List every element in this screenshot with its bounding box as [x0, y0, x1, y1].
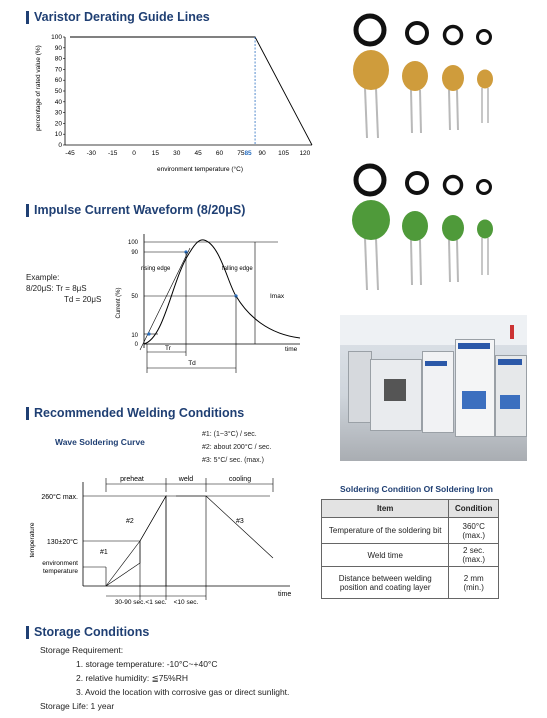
impulse-tick-100: 100	[127, 240, 138, 246]
x-tick-label: 15	[151, 150, 160, 157]
env-temp-label-1: environment	[42, 560, 78, 567]
ring-icon	[445, 27, 462, 44]
rising-edge-label: rising edge	[141, 266, 171, 272]
temp-130-label: 130±20°C	[46, 539, 78, 546]
example-tr: 8/20μS: Tr = 8μS	[26, 284, 87, 293]
impulse-waveform-curve	[144, 240, 300, 344]
cooling-label: cooling	[228, 476, 252, 483]
iron-table-title: Soldering Condition Of Soldering Iron	[340, 484, 493, 494]
segment-1-label: #1	[100, 549, 108, 556]
x-tick-label: 45	[194, 150, 202, 157]
time-transfer-label: <1 sec.	[145, 599, 167, 606]
segment-2-label: #2	[126, 518, 134, 525]
time-weld-label: <10 sec.	[173, 599, 199, 606]
ring-icon	[407, 23, 427, 43]
storage-life: Storage Life: 1 year	[40, 701, 115, 711]
x-tick-label: -30	[86, 150, 97, 157]
varistor-yellow-medium	[402, 61, 428, 133]
derating-chart	[30, 30, 330, 180]
x-tick-label: 30	[173, 150, 181, 157]
derating-85-label: 85	[244, 150, 252, 157]
table-row	[322, 544, 499, 567]
td-label: Td	[188, 360, 196, 367]
ring-icon	[356, 166, 384, 194]
rising-edge-tangent	[140, 248, 190, 350]
row-item: Distance between welding position and coating layer	[322, 567, 449, 599]
wave-soldering-title: Wave Soldering Curve	[55, 437, 145, 447]
test-equipment-photo	[340, 315, 527, 461]
table-row	[322, 567, 499, 599]
impulse-heading: Impulse Current Waveform (8/20μS)	[26, 203, 245, 217]
y-tick-label: 90	[54, 44, 62, 52]
header-condition: Condition	[449, 500, 499, 518]
derating-series-line	[70, 37, 312, 145]
tr-label: Tr	[165, 345, 171, 352]
row-condition: 2 sec. (max.)	[449, 544, 499, 567]
point-10	[147, 332, 150, 335]
y-tick-label: 40	[54, 98, 62, 106]
x-tick-label: 60	[215, 150, 224, 157]
segment-3-label: #3	[236, 518, 244, 525]
header-item: Item	[322, 500, 449, 518]
y-tick-label: 80	[54, 55, 62, 63]
preheat-label: preheat	[120, 476, 144, 483]
x-tick-label: 75	[237, 150, 245, 157]
ring-icon	[407, 173, 427, 193]
x-tick-label: 105	[278, 150, 289, 157]
y-tick-label: 10	[54, 131, 62, 139]
ring-icon	[445, 177, 462, 194]
y-tick-label: 50	[54, 88, 62, 95]
derating-xlabel: environment temperature (°C)	[156, 166, 244, 173]
storage-item-1: 1. storage temperature: -10°C~+40°C	[76, 659, 218, 669]
green-varistors-image	[345, 160, 505, 295]
impulse-tick-90: 90	[131, 250, 138, 256]
soldering-iron-table	[321, 499, 499, 599]
example-td: Td = 20μS	[64, 295, 102, 304]
impulse-tick-0: 0	[134, 342, 138, 348]
welding-heading: Recommended Welding Conditions	[26, 406, 244, 420]
y-tick-label: 30	[54, 109, 62, 117]
y-tick-label: 20	[54, 120, 62, 128]
row-item: Weld time	[322, 544, 449, 567]
y-tick-label: 70	[54, 66, 62, 74]
varistor-green-tiny	[477, 220, 493, 276]
y-tick-label: 100	[51, 34, 62, 41]
derating-heading: Varistor Derating Guide Lines	[26, 10, 210, 24]
table-header-row	[322, 500, 499, 518]
table-row	[322, 518, 499, 544]
env-temp-label-2: temperature	[42, 568, 78, 575]
derating-ylabel: percentage of rated value (%)	[35, 45, 42, 131]
wave-note-3: #3: 5°C/ sec. (max.)	[202, 457, 264, 464]
row-condition: 360°C (max.)	[449, 518, 499, 544]
falling-edge-label: falling edge	[222, 266, 253, 272]
wave-note-1: #1: (1~3°C) / sec.	[202, 431, 257, 438]
impulse-ylabel: Current (%)	[116, 287, 122, 319]
storage-item-3: 3. Avoid the location with corrosive gas or direct sunlight.	[76, 687, 290, 697]
impulse-waveform-diagram	[110, 228, 310, 380]
varistor-green-large	[352, 200, 390, 290]
wave-ylabel: temperature	[29, 522, 36, 558]
ring-icon	[478, 31, 491, 44]
ring-icon	[478, 181, 491, 194]
varistor-green-small	[442, 215, 464, 282]
temp-260-label: 260°C max.	[41, 494, 78, 501]
example-label: Example:	[26, 273, 60, 282]
x-tick-label: -45	[65, 150, 75, 157]
impulse-tick-50: 50	[131, 294, 138, 300]
wave-note-2: #2: about 200°C / sec.	[202, 444, 272, 451]
ring-icon	[356, 16, 384, 44]
x-tick-label: -15	[108, 150, 118, 157]
impulse-xlabel: time	[285, 346, 298, 353]
imax-label: Imax	[270, 293, 285, 300]
varistor-yellow-small	[442, 65, 464, 130]
weld-label: weld	[178, 476, 194, 483]
derating-y-ticks	[51, 34, 65, 149]
time-preheat-label: 30-90 sec.	[114, 599, 146, 606]
storage-requirement: Storage Requirement:	[40, 645, 124, 655]
x-tick-label: 90	[258, 150, 266, 157]
row-condition: 2 mm (min.)	[449, 567, 499, 599]
derating-x-ticks	[65, 150, 310, 157]
storage-heading: Storage Conditions	[26, 625, 149, 639]
impulse-tick-10: 10	[131, 333, 138, 339]
varistor-green-medium	[402, 211, 428, 285]
varistor-yellow-tiny	[477, 70, 493, 124]
row-item: Temperature of the soldering bit	[322, 518, 449, 544]
storage-item-2: 2. relative humidity: ≦75%RH	[76, 673, 188, 683]
x-tick-label: 120	[299, 150, 311, 157]
y-tick-label: 0	[58, 142, 62, 149]
wave-soldering-chart	[28, 468, 318, 608]
y-tick-label: 60	[54, 77, 62, 85]
x-tick-label: 0	[132, 150, 136, 157]
varistor-yellow-large	[353, 50, 389, 138]
yellow-varistors-image	[345, 8, 505, 143]
wave-xlabel: time	[278, 591, 292, 598]
